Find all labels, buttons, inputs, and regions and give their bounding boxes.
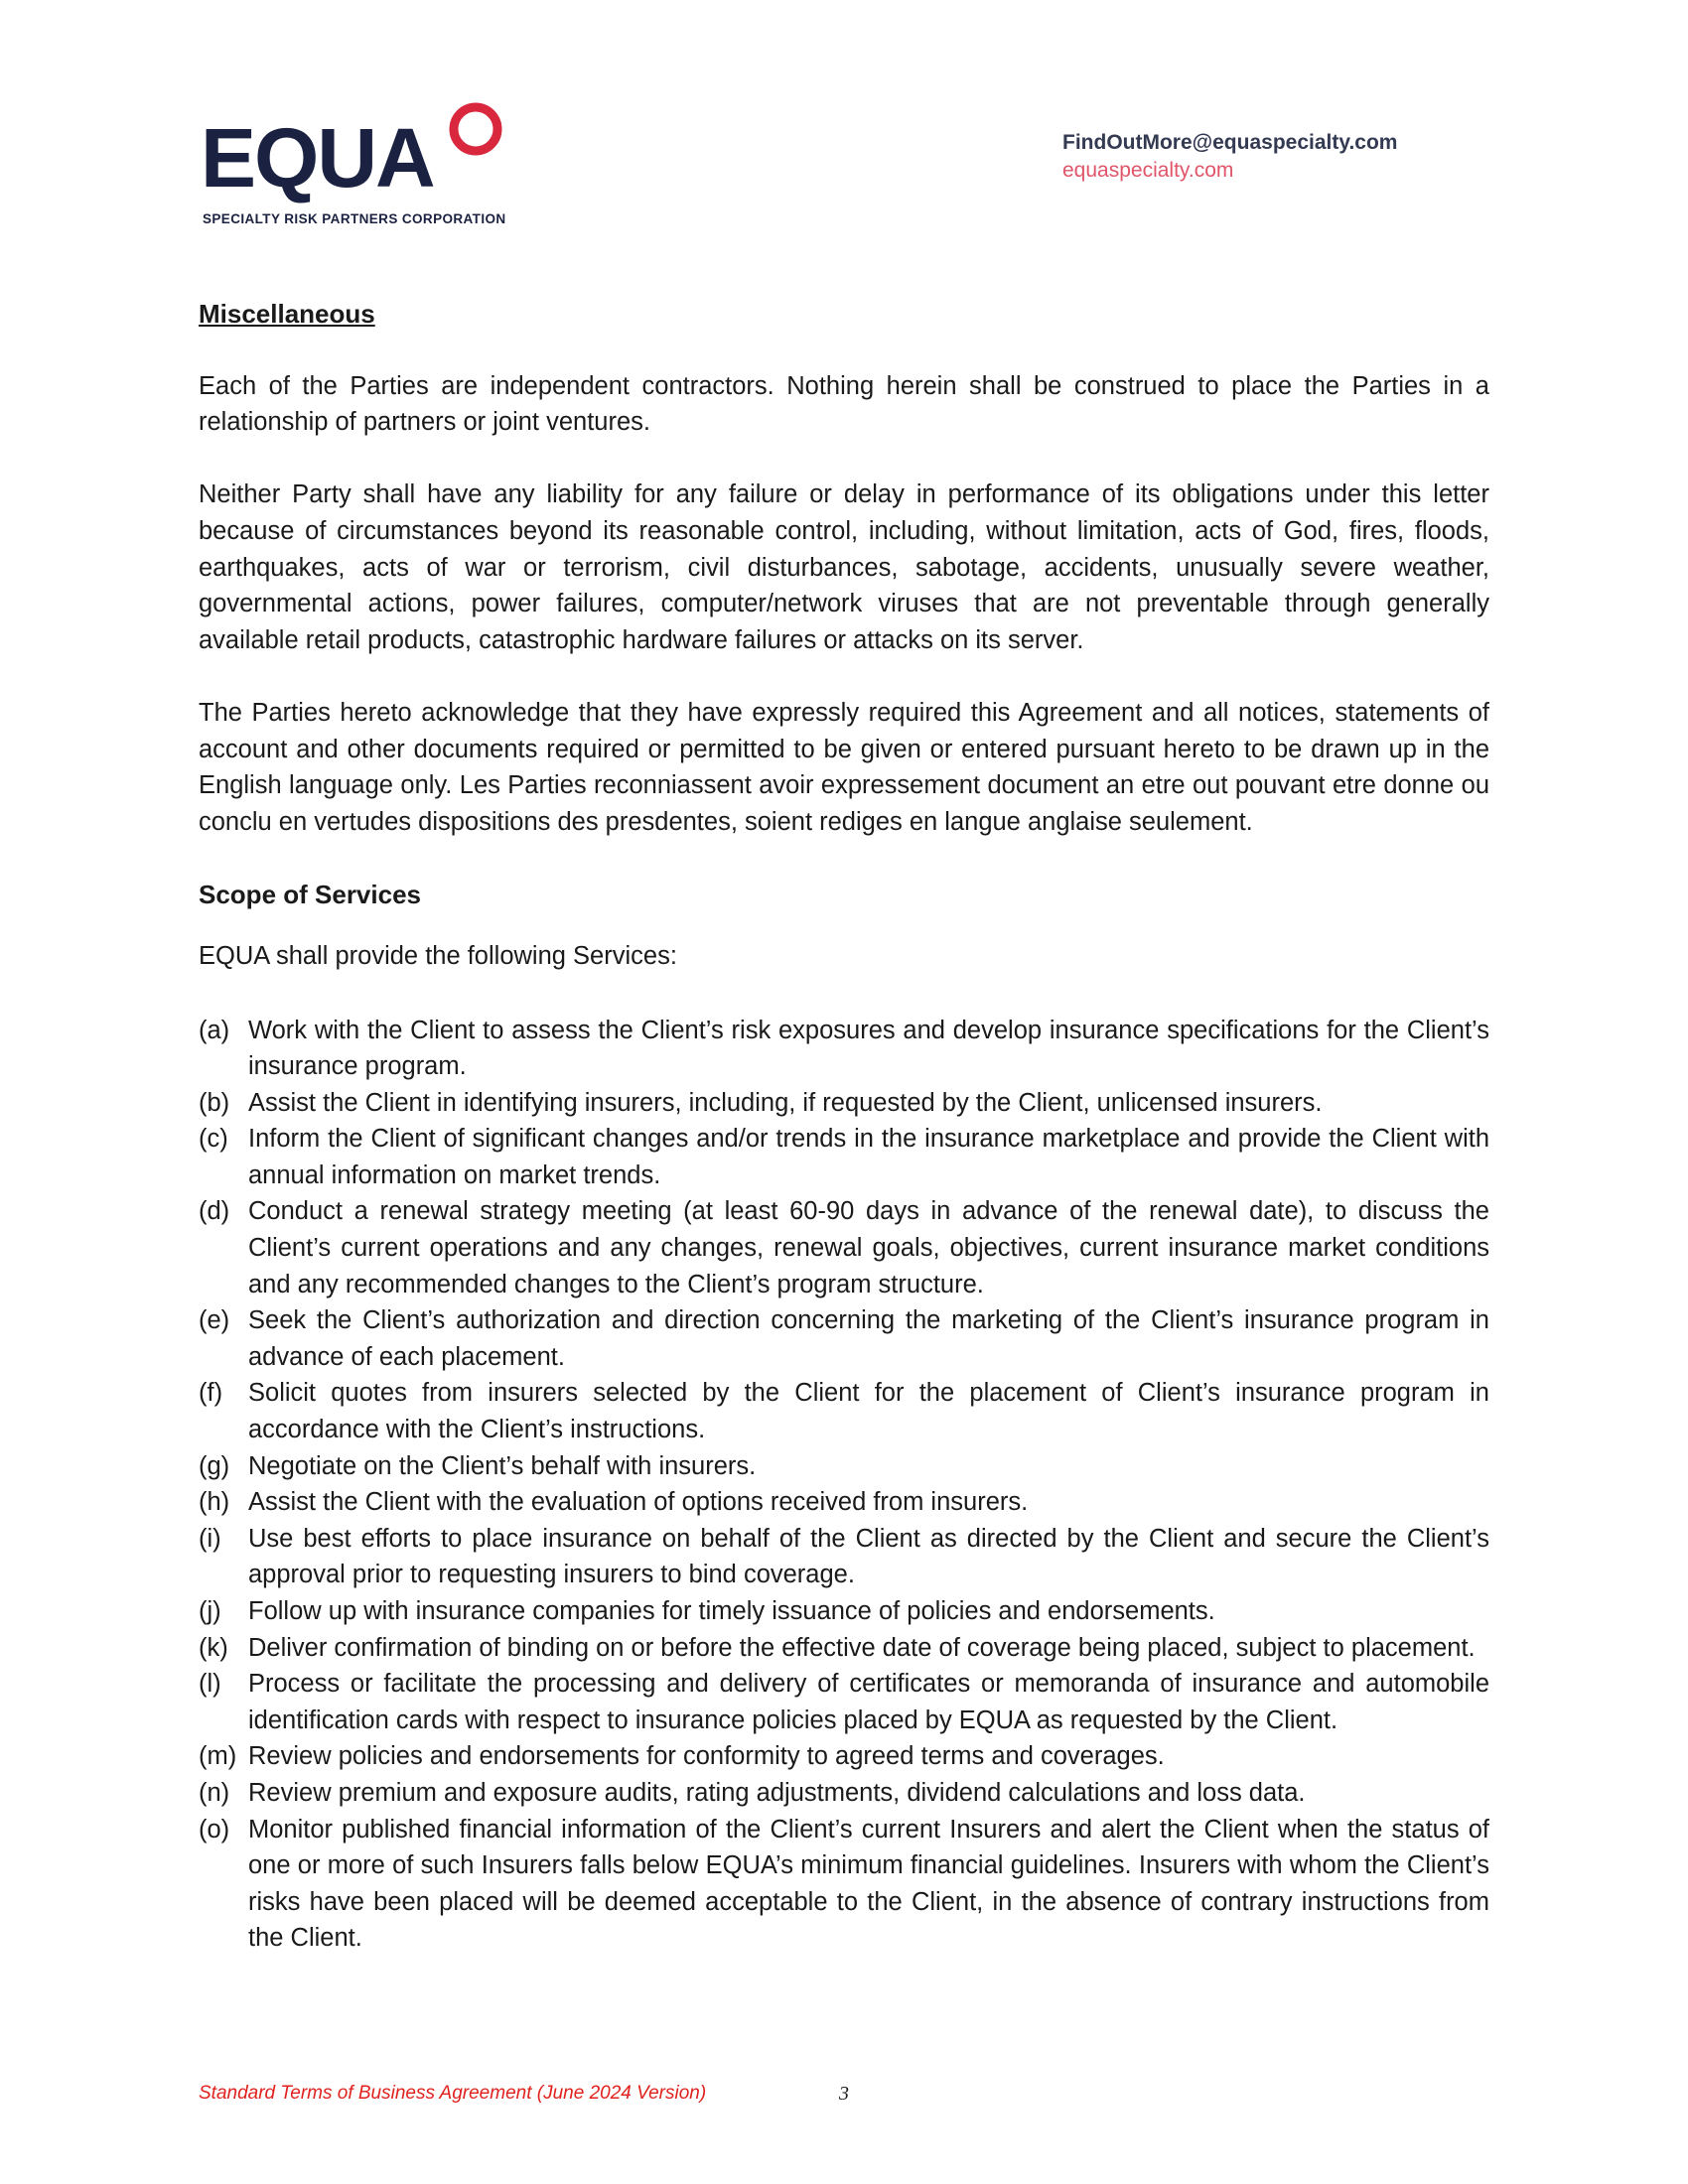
service-text: Conduct a renewal strategy meeting (at least 60-90 days in advance of the renewal date), to discuss the Client’s current operations and any changes, renewal goals, objectives, current insurance market conditions and any recommended changes to the Client’s program structure. [248,1197,1489,1298]
service-marker: (d) [199,1197,230,1226]
service-item [199,1302,1489,1375]
service-marker: (i) [199,1524,221,1553]
service-marker: (j) [199,1597,221,1625]
service-item [199,1375,1489,1447]
services-list [199,1013,1489,1957]
footer-document-title: Standard Terms of Business Agreement (June 2024 Version) [199,2083,707,2104]
service-item [199,1521,1489,1593]
document-body [199,296,1489,1957]
service-marker: (o) [199,1815,230,1843]
service-text: Follow up with insurance companies for timely issuance of policies and endorsements. [248,1597,1215,1625]
service-item [199,1484,1489,1521]
service-text: Process or facilitate the processing and delivery of certificates or memoranda of insurance and automobile identification cards with respect to insurance policies placed by EQUA as requested by the Client. [248,1670,1489,1734]
service-marker: (c) [199,1125,228,1154]
service-marker: (l) [199,1670,221,1699]
contact-website-link[interactable]: equaspecialty.com [1062,159,1234,182]
service-marker: (k) [199,1633,228,1662]
service-item [199,1085,1489,1122]
service-item [199,1121,1489,1193]
service-text: Review premium and exposure audits, rating adjustments, dividend calculations and loss data. [248,1778,1306,1807]
service-marker: (b) [199,1088,230,1117]
service-marker: (g) [199,1451,230,1480]
service-marker: (n) [199,1778,230,1807]
service-text: Negotiate on the Client’s behalf with insurers. [248,1451,757,1480]
service-marker: (e) [199,1306,230,1335]
page-footer [199,2083,1489,2113]
service-text: Deliver confirmation of binding on or before the effective date of coverage being placed, subject to placement. [248,1633,1476,1662]
service-item [199,1193,1489,1302]
scope-intro: EQUA shall provide the following Services: [199,941,677,970]
logo-wordmark: EQUA [201,111,434,205]
page-header [199,94,1489,233]
service-item [199,1775,1489,1812]
service-text: Seek the Client’s authorization and direction concerning the marketing of the Client’s insurance program in advance of each placement. [248,1306,1489,1371]
service-marker: (f) [199,1379,223,1408]
logo-tagline: SPECIALTY RISK PARTNERS CORPORATION [203,211,506,226]
service-item [199,1013,1489,1085]
scope-heading: Scope of Services [199,879,421,909]
logo-ring-icon [447,100,504,158]
footer-page-number: 3 [839,2083,849,2105]
service-item [199,1448,1489,1485]
service-marker: (h) [199,1488,230,1517]
service-marker: (a) [199,1016,230,1044]
service-text: Monitor published financial information of the Client’s current Insurers and alert the Client when the status of one or more of such Insurers falls below EQUA’s minimum financial guidelines. Insurers with whom the Client’s risks have been placed will be deemed acceptable to the Client, in the absence of contrary instructions from the Client. [248,1815,1489,1953]
service-item [199,1593,1489,1630]
service-item [199,1630,1489,1667]
misc-paragraph-3: The Parties hereto acknowledge that they have expressly required this Agreement and all notices, statements of account and other documents required or permitted to be given or entered pursuant hereto to be drawn up in the English language only. Les Parties reconniassent avoir expressement document an etre out pouvant etre donne ou conclu en vertudes dispositions des presdentes, soient rediges en langue anglaise seulement. [199,698,1489,836]
contact-email-link[interactable]: FindOutMore@equaspecialty.com [1062,131,1398,154]
misc-heading: Miscellaneous [199,299,375,329]
contact-block [1062,129,1479,185]
service-text: Assist the Client in identifying insurers, including, if requested by the Client, unlicensed insurers. [248,1088,1323,1117]
service-text: Work with the Client to assess the Client’s risk exposures and develop insurance specifications for the Client’s insurance program. [248,1016,1489,1081]
service-text: Use best efforts to place insurance on behalf of the Client as directed by the Client and secure the Client’s approval prior to requesting insurers to bind coverage. [248,1524,1489,1589]
service-item [199,1738,1489,1775]
service-text: Assist the Client with the evaluation of options received from insurers. [248,1488,1029,1517]
service-marker: (m) [199,1742,237,1771]
misc-paragraph-1: Each of the Parties are independent contractors. Nothing herein shall be construed to place the Parties in a relationship of partners or joint ventures. [199,371,1489,437]
service-text: Inform the Client of significant changes and/or trends in the insurance marketplace and provide the Client with annual information on market trends. [248,1125,1489,1189]
misc-paragraph-2: Neither Party shall have any liability for any failure or delay in performance of its obligations under this letter because of circumstances beyond its reasonable control, including, without limitation, acts of God, fires, floods, earthquakes, acts of war or terrorism, civil disturbances, sabotage, accidents, unusually severe weather, governmental actions, power failures, computer/network viruses that are not preventable through generally available retail products, catastrophic hardware failures or attacks on its server. [199,480,1489,654]
service-text: Review policies and endorsements for conformity to agreed terms and coverages. [248,1742,1165,1771]
service-text: Solicit quotes from insurers selected by the Client for the placement of Client’s insurance program in accordance with the Client’s instructions. [248,1379,1489,1444]
equa-logo [199,94,516,233]
service-item [199,1812,1489,1957]
service-item [199,1666,1489,1738]
